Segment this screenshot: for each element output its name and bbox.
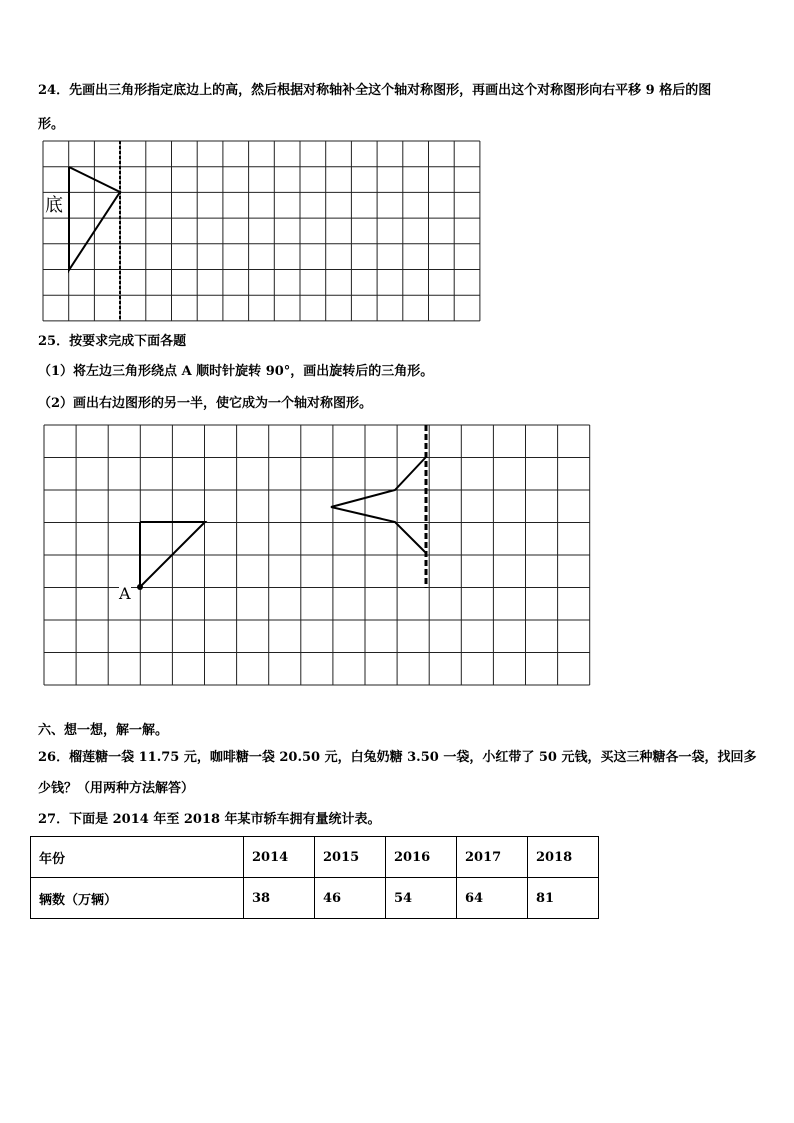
q27-title: 27．下面是 2014 年至 2018 年某市轿车拥有量统计表。	[38, 812, 381, 827]
q26-text-line1: 26．榴莲糖一袋 11.75 元，咖啡糖一袋 20.50 元，白兔奶糖 3.50 一袋，小红带了 50 元钱，买这三种糖各一袋，找回多	[38, 750, 757, 765]
q25-point-a	[137, 584, 143, 590]
q27-stats-table	[30, 836, 599, 919]
table-cell-count: 64	[457, 878, 528, 919]
table-cell-count: 46	[315, 878, 386, 919]
q25-point-label: A	[119, 584, 131, 603]
table-cell-year: 2018	[528, 837, 599, 878]
q26-text-line2: 少钱？（用两种方法解答）	[38, 781, 195, 796]
table-cell-year: 2015	[315, 837, 386, 878]
q24-text-line1: 24．先画出三角形指定底边上的高，然后根据对称轴补全这个轴对称图形，再画出这个对称图形向右平移 9 格后的图	[38, 83, 712, 98]
table-row-label-counts: 辆数（万辆）	[31, 878, 244, 919]
q24-base-label: 底	[45, 195, 63, 216]
table-cell-count: 38	[244, 878, 315, 919]
table-cell-count: 81	[528, 878, 599, 919]
table-cell-year: 2017	[457, 837, 528, 878]
q24-text-line2: 形。	[38, 117, 65, 132]
q25-item1: （1）将左边三角形绕点 A 顺时针旋转 90°，画出旋转后的三角形。	[38, 364, 434, 379]
q25-grid-lines	[44, 425, 590, 685]
table-cell-year: 2016	[386, 837, 457, 878]
q25-item2: （2）画出右边图形的另一半，使它成为一个轴对称图形。	[38, 396, 373, 411]
table-row-years	[31, 837, 599, 878]
table-row-label-years: 年份	[31, 837, 244, 878]
section6-title: 六、想一想，解一解。	[38, 723, 169, 738]
table-cell-count: 54	[386, 878, 457, 919]
table-cell-year: 2014	[244, 837, 315, 878]
table-row-counts	[31, 878, 599, 919]
q25-title: 25．按要求完成下面各题	[38, 334, 187, 349]
q25-half-figure	[331, 457, 426, 553]
